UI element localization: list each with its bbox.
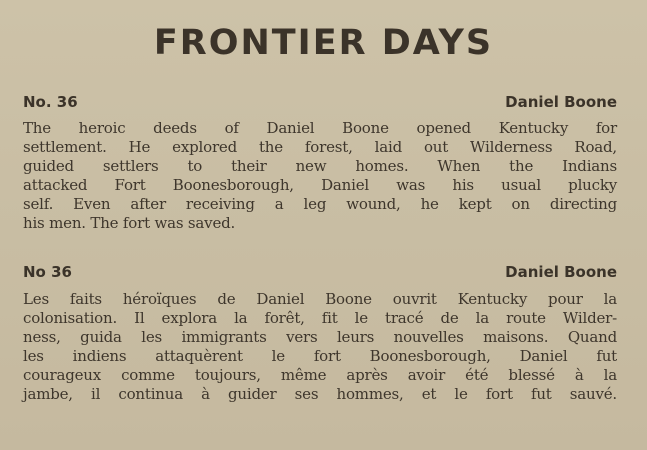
english-line: settlement. He explored the forest, laid out Wilderness Road,: [23, 138, 617, 156]
english-description: [23, 119, 617, 233]
english-line: self. Even after receiving a leg wound, he kept on directing: [23, 195, 617, 213]
french-line: Les faits héroïques de Daniel Boone ouvrit Kentucky pour la: [23, 290, 617, 308]
english-line: attacked Fort Boonesborough, Daniel was his usual plucky: [23, 176, 617, 194]
french-line: jambe, il continua à guider ses hommes, et le fort fut sauvé.: [23, 385, 617, 403]
french-line: colonisation. Il explora la forêt, fit le tracé de la route Wilder-: [23, 309, 617, 327]
french-line: les indiens attaquèrent le fort Boonesborough, Daniel fut: [23, 347, 617, 365]
french-description: [23, 290, 617, 404]
subject-name-english: Daniel Boone: [505, 93, 617, 111]
english-line: The heroic deeds of Daniel Boone opened Kentucky for: [23, 119, 617, 137]
card-number-french: No 36: [23, 263, 72, 281]
english-line: guided settlers to their new homes. When the Indians: [23, 157, 617, 175]
card-title: FRONTIER DAYS: [153, 23, 494, 63]
french-line: courageux comme toujours, même après avoir été blessé à la: [23, 366, 617, 384]
card-number-english: No. 36: [23, 93, 78, 111]
english-line: his men. The fort was saved.: [23, 214, 236, 232]
subject-name-french: Daniel Boone: [505, 263, 617, 281]
french-line: ness, guida les immigrants vers leurs nouvelles maisons. Quand: [23, 328, 617, 346]
